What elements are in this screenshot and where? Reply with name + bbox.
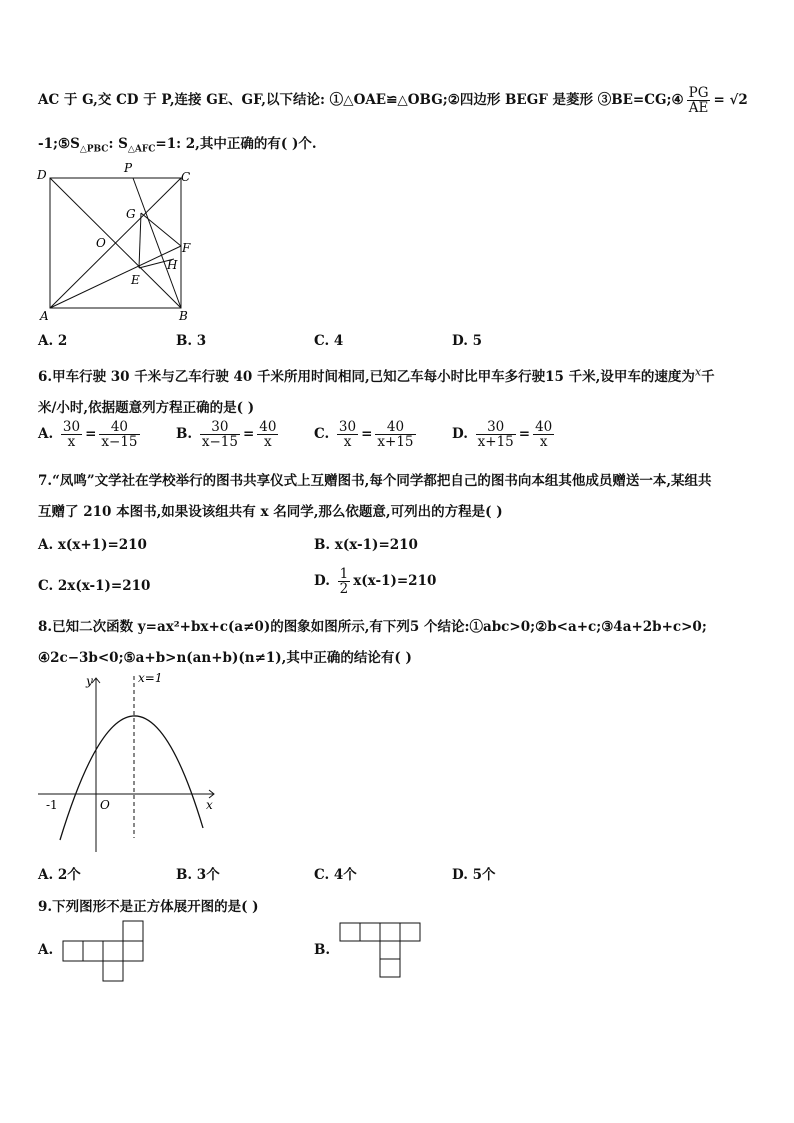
q5-option-b[interactable]: B. 3 [176,333,207,349]
q5-option-a[interactable]: A. 2 [38,333,68,349]
q5-frac-den: AE [688,100,709,117]
label-F: F [182,241,191,255]
q9-option-b-net[interactable] [339,922,423,978]
q7-d-den: 2 [339,581,349,598]
symmetry-label: x=1 [138,671,163,685]
q6-option-b[interactable]: B. $\frac{30}{x-15}$ = $\frac{40}{x}$ [176,419,277,451]
q7-option-b[interactable]: B. x(x-1)=210 [314,537,418,553]
q6-option-d-label: D. [452,426,468,443]
q5-geometry-figure [34,158,204,320]
q7-option-d-label: D. [314,573,330,590]
q6-option-a[interactable]: A. $\frac{30}{x}$ = $\frac{40}{x-15}$ [38,419,138,451]
q6-b-frac2 [257,420,278,449]
q5-sub1: △PBC [79,144,109,155]
q9-option-a-label[interactable]: A. [38,942,54,958]
q6-c-n1: 30 [338,419,357,435]
q5-fraction [687,86,711,115]
q5-line2-a: -1;⑤S [38,136,80,152]
q5-option-d[interactable]: D. 5 [452,333,483,349]
label-O: O [96,236,106,250]
label-D: D [37,168,47,182]
origin-label: O [100,798,110,812]
q7-line1: 7.“凤鸣”文学社在学校举行的图书共享仪式上互赠图书,每个同学都把自己的图书向本组其他成员赠送一本,某组共 [38,473,712,489]
q6-line2: 米/小时,依据题意列方程正确的是( ) [38,400,255,416]
q6-var: x [694,365,702,379]
label-B: B [179,309,188,320]
q6-b-d2: x [264,434,272,451]
q7-line2: 互赠了 210 本图书,如果设该组共有 x 名同学,那么依题意,可列出的方程是( ) [38,504,503,520]
q6-option-c-label: C. [314,426,330,443]
q5-sub2: △AFC [127,144,156,155]
q6-option-b-label: B. [176,426,193,443]
q5-frac-num: PG [688,85,709,101]
q8-option-c[interactable]: C. 4个 [314,867,357,883]
q5-line1-tail: = √2 [713,92,748,109]
label-C: C [181,170,191,184]
q8-line2: ④2c−3b<0;⑤a+b>n(an+b)(n≠1),其中正确的结论有( ) [38,650,412,666]
q6-d-d2: x [539,434,548,451]
q7-d-frac [338,567,351,596]
q9-line1: 9.下列图形不是正方体展开图的是( ) [38,899,259,915]
q6-line1-text: 6.甲车行驶 30 千米与乙车行驶 40 千米所用时间相同,已知乙车每小时比甲车多行驶15 千米,设甲车的速度为 [38,369,695,385]
q8-option-a[interactable]: A. 2个 [38,867,81,883]
parabola-curve [60,716,203,840]
q6-d-frac2 [533,420,554,449]
q5-line2-b: : S [108,136,128,152]
q6-c-frac1 [337,420,358,449]
x-label: x [206,798,213,812]
q8-option-b[interactable]: B. 3个 [176,867,220,883]
label-P: P [124,161,133,175]
q5-line2 [38,132,317,155]
q8-option-d[interactable]: D. 5个 [452,867,496,883]
q6-a-n2: 40 [99,420,139,435]
q5-line1-text: AC 于 G,交 CD 于 P,连接 GE、GF,以下结论: ①△OAE≌△OBG;②四边形 BEGF 是菱形 ③BE=CG;④ [38,92,684,109]
q6-option-a-label: A. [38,426,54,443]
q6-a-frac2 [99,420,139,449]
q6-a-frac1 [61,420,82,449]
q6-c-n2: 40 [375,420,415,435]
q7-option-d[interactable] [314,567,436,596]
q6-d-frac1 [476,420,516,449]
q6-b-n2: 40 [259,419,277,435]
q6-c-d2: x+15 [377,434,414,451]
q8-line1: 8.已知二次函数 y=ax²+bx+c(a≠0)的图象如图所示,有下列5 个结论:①abc>0;②b<a+c;③4a+2b+c>0; [38,619,707,635]
label-G: G [126,207,136,221]
neg-one-label: -1 [46,798,58,812]
q7-d-num: 1 [339,566,349,582]
label-H: H [167,258,178,272]
q5-option-c[interactable]: C. 4 [314,333,344,349]
q6-line1-tail: 千 [701,369,715,385]
q9-option-b-label[interactable]: B. [314,942,331,958]
q6-d-d1: x+15 [477,434,514,451]
q6-b-d1: x−15 [201,434,238,451]
label-A: A [40,309,49,320]
q6-c-frac2 [375,420,415,449]
q7-option-d-tail: x(x-1)=210 [353,573,437,590]
q6-a-d1: x [67,434,76,451]
q7-option-c[interactable]: C. 2x(x-1)=210 [38,578,151,594]
q6-a-n1: 30 [62,419,81,435]
q5-line2-c: =1: 2,其中正确的有( )个. [155,136,317,152]
q5-line1 [38,86,748,115]
q6-option-d[interactable]: D. $\frac{30}{x+15}$ = $\frac{40}{x}$ [452,419,553,451]
q6-b-n1: 30 [200,420,240,435]
q9-option-a-net[interactable] [62,920,148,982]
q8-parabola-graph [34,668,224,858]
q6-line1 [38,365,715,385]
label-E: E [131,273,140,287]
q7-option-a[interactable]: A. x(x+1)=210 [38,537,147,553]
q6-c-d1: x [343,434,352,451]
q6-d-n2: 40 [535,419,553,435]
q6-a-d2: x−15 [101,434,138,451]
y-label: y [86,674,93,688]
q6-option-c[interactable]: C. $\frac{30}{x}$ = $\frac{40}{x+15}$ [314,419,414,451]
q6-d-n1: 30 [476,420,516,435]
q6-b-frac1 [200,420,240,449]
